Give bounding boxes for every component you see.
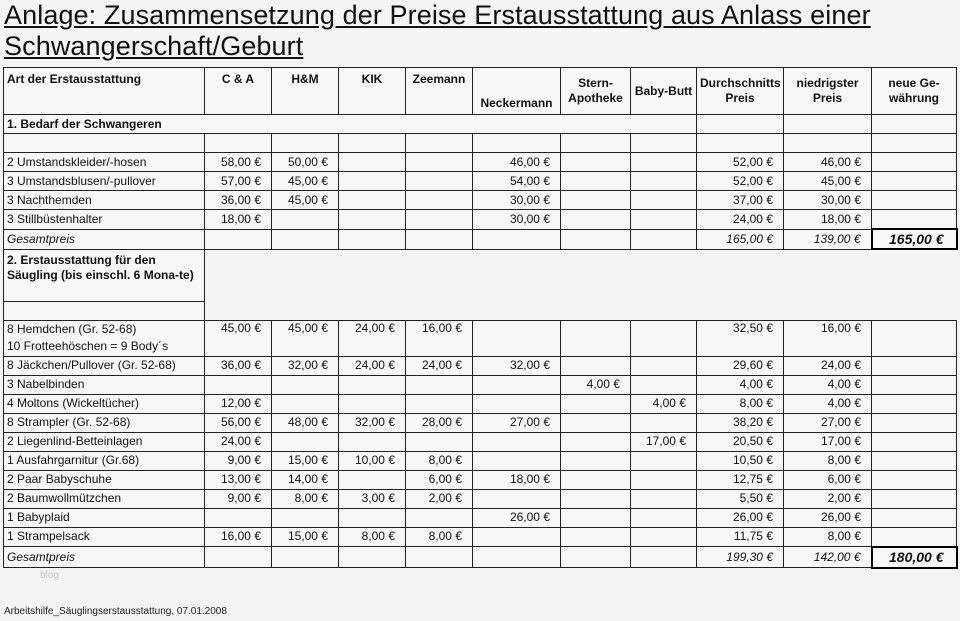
price-neckermann (473, 489, 561, 508)
price-hm (272, 432, 339, 451)
price-ca: 45,00 € (205, 320, 272, 356)
document-title-line-2: Schwangerschaft/Geburt (4, 31, 304, 61)
price-stern (561, 451, 631, 470)
price-average: 10,50 € (697, 451, 784, 470)
price-stern (561, 394, 631, 413)
price-zeemann (406, 508, 473, 527)
price-stern (561, 320, 631, 356)
price-stern (561, 527, 631, 547)
header-kik: KIK (339, 68, 406, 115)
header-ca: C & A (205, 68, 272, 115)
price-average: 11,75 € (697, 527, 784, 547)
price-stern (561, 153, 631, 172)
total-average: 165,00 € (697, 229, 784, 249)
price-baby (631, 356, 697, 375)
header-neue-gewaehrung: neue Ge-währung (872, 68, 957, 115)
item-name-line-2: 10 Frotteehöschen = 9 Body´s (7, 339, 169, 353)
price-baby (631, 470, 697, 489)
price-average: 5,50 € (697, 489, 784, 508)
item-name: 1 Strampelsack (4, 527, 205, 547)
price-baby (631, 191, 697, 210)
price-zeemann: 8,00 € (406, 527, 473, 547)
price-neckermann: 30,00 € (473, 191, 561, 210)
total-min: 139,00 € (784, 229, 872, 249)
price-hm (272, 394, 339, 413)
item-name: 2 Liegenlind-Betteinlagen (4, 432, 205, 451)
watermark: blog (40, 570, 59, 581)
header-neckermann: Neckermann (473, 68, 561, 115)
price-average: 26,00 € (697, 508, 784, 527)
price-kik (339, 191, 406, 210)
price-baby (631, 508, 697, 527)
price-stern (561, 432, 631, 451)
price-stern (561, 356, 631, 375)
section-2-title: 2. Erstausstattung für den Säugling (bis einschl. 6 Mona-te) (4, 249, 205, 301)
price-zeemann: 6,00 € (406, 470, 473, 489)
price-hm: 8,00 € (272, 489, 339, 508)
price-kik: 8,00 € (339, 527, 406, 547)
price-ca (205, 508, 272, 527)
table-row (4, 413, 957, 432)
item-name: 3 Nabelbinden (4, 375, 205, 394)
price-baby: 4,00 € (631, 394, 697, 413)
price-average: 32,50 € (697, 320, 784, 356)
price-ca: 9,00 € (205, 451, 272, 470)
price-hm: 45,00 € (272, 191, 339, 210)
price-baby (631, 153, 697, 172)
table-row (4, 191, 957, 210)
price-kik (339, 375, 406, 394)
table-row (4, 320, 957, 356)
section-1-total-row (4, 229, 957, 249)
price-ca (205, 375, 272, 394)
total-new-grant: 165,00 € (872, 229, 957, 249)
price-kik: 24,00 € (339, 356, 406, 375)
price-ca: 16,00 € (205, 527, 272, 547)
price-baby (631, 489, 697, 508)
price-zeemann: 24,00 € (406, 356, 473, 375)
table-row (4, 432, 957, 451)
price-baby (631, 172, 697, 191)
price-neckermann: 32,00 € (473, 356, 561, 375)
total-average: 199,30 € (697, 547, 784, 568)
price-hm: 50,00 € (272, 153, 339, 172)
price-ca: 12,00 € (205, 394, 272, 413)
price-kik: 10,00 € (339, 451, 406, 470)
price-stern (561, 172, 631, 191)
price-kik (339, 470, 406, 489)
price-min: 26,00 € (784, 508, 872, 527)
section-2-total-row (4, 547, 957, 568)
price-neckermann (473, 527, 561, 547)
price-stern (561, 508, 631, 527)
price-zeemann: 2,00 € (406, 489, 473, 508)
total-new-grant: 180,00 € (872, 547, 957, 568)
price-baby (631, 451, 697, 470)
price-stern (561, 489, 631, 508)
table-row (4, 394, 957, 413)
price-average: 37,00 € (697, 191, 784, 210)
total-min: 142,00 € (784, 547, 872, 568)
price-ca: 57,00 € (205, 172, 272, 191)
price-stern (561, 413, 631, 432)
table-row (4, 489, 957, 508)
item-name: 1 Ausfahrgarnitur (Gr.68) (4, 451, 205, 470)
price-baby (631, 320, 697, 356)
price-zeemann (406, 375, 473, 394)
price-average: 52,00 € (697, 172, 784, 191)
header-baby-butt: Baby-Butt (631, 68, 697, 115)
price-table (3, 67, 958, 569)
price-average: 29,60 € (697, 356, 784, 375)
price-min: 6,00 € (784, 470, 872, 489)
item-name: 3 Nachthemden (4, 191, 205, 210)
price-hm: 45,00 € (272, 172, 339, 191)
price-hm (272, 375, 339, 394)
header-row (4, 68, 957, 115)
price-average: 4,00 € (697, 375, 784, 394)
price-min: 46,00 € (784, 153, 872, 172)
price-kik: 24,00 € (339, 320, 406, 356)
price-zeemann (406, 153, 473, 172)
price-zeemann (406, 191, 473, 210)
price-stern (561, 191, 631, 210)
price-min: 4,00 € (784, 394, 872, 413)
item-name: 8 Strampler (Gr. 52-68) (4, 413, 205, 432)
price-average: 12,75 € (697, 470, 784, 489)
header-zeemann: Zeemann (406, 68, 473, 115)
price-stern: 4,00 € (561, 375, 631, 394)
item-name: 8 Jäckchen/Pullover (Gr. 52-68) (4, 356, 205, 375)
total-label: Gesamtpreis (4, 547, 205, 568)
price-kik: 3,00 € (339, 489, 406, 508)
item-name: 3 Stillbüstenhalter (4, 210, 205, 230)
price-min: 16,00 € (784, 320, 872, 356)
item-name: 4 Moltons (Wickeltücher) (4, 394, 205, 413)
price-min: 45,00 € (784, 172, 872, 191)
table-row (4, 451, 957, 470)
header-niedrigster: niedrigster Preis (784, 68, 872, 115)
price-baby (631, 210, 697, 230)
price-zeemann: 16,00 € (406, 320, 473, 356)
price-min: 18,00 € (784, 210, 872, 230)
header-stern-apotheke: Stern-Apotheke (561, 68, 631, 115)
price-average: 24,00 € (697, 210, 784, 230)
table-row (4, 527, 957, 547)
price-kik (339, 210, 406, 230)
price-neckermann (473, 451, 561, 470)
item-name: 2 Baumwollmützchen (4, 489, 205, 508)
item-name-line-1: 8 Hemdchen (Gr. 52-68) (7, 322, 137, 336)
price-average: 20,50 € (697, 432, 784, 451)
price-ca: 58,00 € (205, 153, 272, 172)
price-neckermann: 26,00 € (473, 508, 561, 527)
spacer-row (4, 134, 957, 153)
price-neckermann (473, 432, 561, 451)
price-neckermann: 46,00 € (473, 153, 561, 172)
price-zeemann (406, 172, 473, 191)
price-neckermann: 30,00 € (473, 210, 561, 230)
price-ca: 9,00 € (205, 489, 272, 508)
price-neckermann: 54,00 € (473, 172, 561, 191)
price-hm: 15,00 € (272, 527, 339, 547)
price-kik (339, 153, 406, 172)
price-kik: 32,00 € (339, 413, 406, 432)
section-2-title-row (4, 249, 957, 301)
price-min: 8,00 € (784, 451, 872, 470)
price-min: 27,00 € (784, 413, 872, 432)
header-art: Art der Erstausstattung (4, 68, 205, 115)
price-zeemann (406, 394, 473, 413)
price-baby (631, 375, 697, 394)
item-name (4, 320, 205, 356)
price-min: 2,00 € (784, 489, 872, 508)
price-average: 8,00 € (697, 394, 784, 413)
table-row (4, 356, 957, 375)
price-hm (272, 210, 339, 230)
header-hm: H&M (272, 68, 339, 115)
price-kik (339, 172, 406, 191)
price-zeemann: 8,00 € (406, 451, 473, 470)
section-1-title: 1. Bedarf der Schwangeren (4, 115, 697, 134)
table-row (4, 210, 957, 230)
price-average: 52,00 € (697, 153, 784, 172)
item-name: 1 Babyplaid (4, 508, 205, 527)
section-1-title-row (4, 115, 957, 134)
item-name: 3 Umstandsblusen/-pullover (4, 172, 205, 191)
price-kik (339, 432, 406, 451)
price-min: 24,00 € (784, 356, 872, 375)
price-neckermann (473, 394, 561, 413)
price-zeemann (406, 210, 473, 230)
price-hm: 48,00 € (272, 413, 339, 432)
price-min: 17,00 € (784, 432, 872, 451)
price-neckermann (473, 375, 561, 394)
price-stern (561, 210, 631, 230)
price-baby (631, 527, 697, 547)
price-kik (339, 394, 406, 413)
item-name: 2 Umstandskleider/-hosen (4, 153, 205, 172)
header-durchschnitt: Durchschnitts Preis (697, 68, 784, 115)
price-ca: 36,00 € (205, 191, 272, 210)
footer-note: Arbeitshilfe_Säuglingserstausstattung, 07.01.2008 (4, 606, 227, 617)
price-neckermann: 27,00 € (473, 413, 561, 432)
price-average: 38,20 € (697, 413, 784, 432)
item-name: 2 Paar Babyschuhe (4, 470, 205, 489)
total-label: Gesamtpreis (4, 229, 205, 249)
price-zeemann (406, 432, 473, 451)
price-min: 4,00 € (784, 375, 872, 394)
price-hm: 14,00 € (272, 470, 339, 489)
table-row (4, 153, 957, 172)
price-ca: 36,00 € (205, 356, 272, 375)
price-zeemann: 28,00 € (406, 413, 473, 432)
price-ca: 24,00 € (205, 432, 272, 451)
table-row (4, 470, 957, 489)
price-stern (561, 470, 631, 489)
price-kik (339, 508, 406, 527)
price-baby: 17,00 € (631, 432, 697, 451)
price-neckermann: 18,00 € (473, 470, 561, 489)
price-ca: 18,00 € (205, 210, 272, 230)
document-title-line-1: Anlage: Zusammensetzung der Preise Erstausstattung aus Anlass einer (4, 0, 871, 30)
table-row (4, 508, 957, 527)
price-hm (272, 508, 339, 527)
price-ca: 56,00 € (205, 413, 272, 432)
price-neckermann (473, 320, 561, 356)
price-hm: 45,00 € (272, 320, 339, 356)
price-ca: 13,00 € (205, 470, 272, 489)
price-min: 30,00 € (784, 191, 872, 210)
price-min: 8,00 € (784, 527, 872, 547)
table-row (4, 172, 957, 191)
price-hm: 32,00 € (272, 356, 339, 375)
table-row (4, 375, 957, 394)
price-hm: 15,00 € (272, 451, 339, 470)
price-baby (631, 413, 697, 432)
